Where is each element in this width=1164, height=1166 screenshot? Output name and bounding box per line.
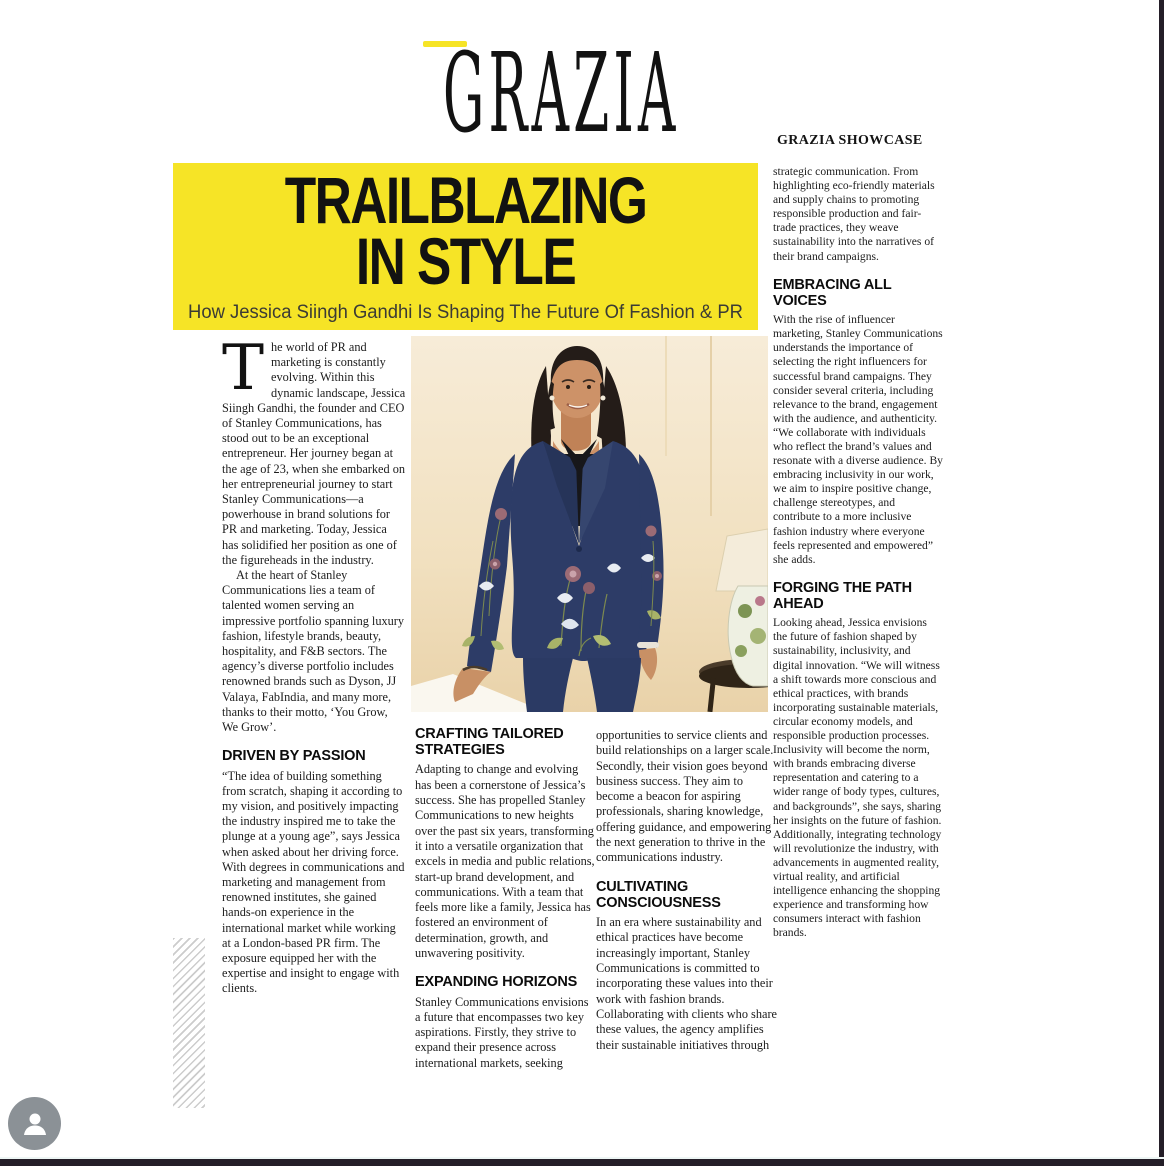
person-icon (20, 1109, 50, 1139)
window-right-edge (1159, 0, 1164, 1166)
section-heading-driven-by-passion: DRIVEN BY PASSION (222, 748, 366, 765)
body-paragraph: Stanley Communications envisions a future that encompasses two key aspirations. Firstly, they strive to expand their presence across international markets, seeking (415, 994, 589, 1070)
headline-line2: IN STYLE (355, 224, 576, 299)
intro-paragraph-text: he world of PR and marketing is constantly evolving. Within this dynamic landscape, Jessica Siingh Gandhi, the founder and CEO of Stanley Communications, has stood out to be an exceptional entrepreneur. Her journey began at the age of 23, when she embarked on her entrepreneurial journey to start Stanley Communications—a powerhouse in brand solutions for PR and marketing. Today, Jessica has solidified her position as one of the figureheads in the industry. (222, 340, 406, 567)
section-heading-forging-the-path-ahead: FORGING THE PATH AHEAD (773, 579, 912, 613)
dropcap: T (222, 331, 265, 404)
article-column-3 (596, 728, 777, 1053)
portrait-photo-illustration (411, 336, 768, 712)
intro-paragraph (222, 331, 406, 568)
section-heading-expanding-horizons: EXPANDING HORIZONS (415, 974, 578, 991)
hatched-decoration (173, 938, 205, 1108)
headline-line1: TRAILBLAZING (284, 163, 647, 237)
body-paragraph: In an era where sustainability and ethical practices have become increasingly important, Stanley Communications is committed to incorporating these values into their work with fashion brands. Collaborating with clients who share these values, the agency amplifies their sustainable initiatives through (596, 915, 778, 1052)
article-column-1 (222, 331, 406, 997)
body-paragraph: At the heart of Stanley Communications lies a team of talented women serving an impressive portfolio spanning luxury fashion, lifestyle brands, beauty, hospitality, and F&B sectors. The agency’s diverse portfolio includes renowned brands such as Dyson, JJ Valaya, FabIndia, and many more, thanks to their motto, ‘You Grow, We Grow’. (222, 568, 405, 735)
section-heading-crafting-tailored-strategies: CRAFTING TAILORED STRATEGIES (415, 726, 564, 759)
window-bottom-edge (0, 1157, 1164, 1166)
section-heading-cultivating-consciousness: CULTIVATING CONSCIOUSNESS (596, 878, 721, 911)
article-column-4 (773, 165, 943, 940)
headline-banner (173, 163, 758, 330)
portrait-photo (411, 336, 768, 712)
article-column-2 (415, 726, 596, 1071)
section-heading-embracing-all-voices: EMBRACING ALL VOICES (773, 276, 892, 309)
body-paragraph: strategic communication. From highlighting eco-friendly materials and supply chains to promoting responsible production and fair-trade practices, they weave sustainability into the narratives of their brand campaigns. (773, 165, 935, 263)
body-paragraph: “The idea of building something from scratch, shaping it according to my vision, and positively impacting the industry inspired me to take the plunge at a young age”, says Jessica when asked about her driving force. With degrees in communications and marketing and management from renowned institutes, she gained hands-on experience in the international market while working at a London-based PR firm. The exposure equipped her with the expertise and insight to engage with clients. (222, 768, 405, 996)
body-paragraph: With the rise of influencer marketing, Stanley Communications understands the importance of selecting the right influencers for successful brand campaigns. They consider several criteria, including relevance to the brand, engagement with the audience, and authenticity. “We collaborate with individuals who reflect the brand’s values and resonate with a diverse audience. By embracing inclusivity in our work, we aim to inspire positive change, challenge stereotypes, and contribute to a more inclusive fashion industry where everyone feels represented and empowered” she adds. (773, 313, 943, 566)
section-kicker: GRAZIA SHOWCASE (777, 133, 923, 148)
body-paragraph: Adapting to change and evolving has been a cornerstone of Jessica’s success. She has propelled Stanley Communications to new heights over the past six years, transforming it into a versatile organization that excels in media and public relations, start-up brand development, and communications. With a team that feels more like a family, Jessica has fostered an environment of determination, growth, and unwavering positivity. (415, 762, 595, 961)
body-paragraph: opportunities to service clients and build relationships on a larger scale. Secondly, their vision goes beyond business success. They aim to become a beacon for aspiring professionals, sharing knowledge, offering guidance, and empowering the next generation to thrive in the communications industry. (596, 728, 774, 865)
avatar[interactable] (8, 1097, 61, 1150)
magazine-logo: GRAZIA (443, 29, 680, 157)
headline-subtitle: How Jessica Siingh Gandhi Is Shaping The Future Of Fashion & PR (188, 301, 743, 323)
body-paragraph: Looking ahead, Jessica envisions the future of fashion shaped by sustainability, inclusivity, and digital innovation. “We will witness a shift towards more conscious and ethical practices, with brands incorporating sustainable materials, circular economy models, and responsible production processes. Inclusivity will become the norm, with brands embracing diverse representation and catering to a wider range of body types, cultures, and backgrounds”, she says, sharing her insights on the future of fashion. Additionally, integrating technology will revolutionize the industry, with advancements in augmented reality, virtual reality, and artificial intelligence enhancing the shopping experience and transforming how consumers interact with fashion brands. (773, 616, 942, 940)
